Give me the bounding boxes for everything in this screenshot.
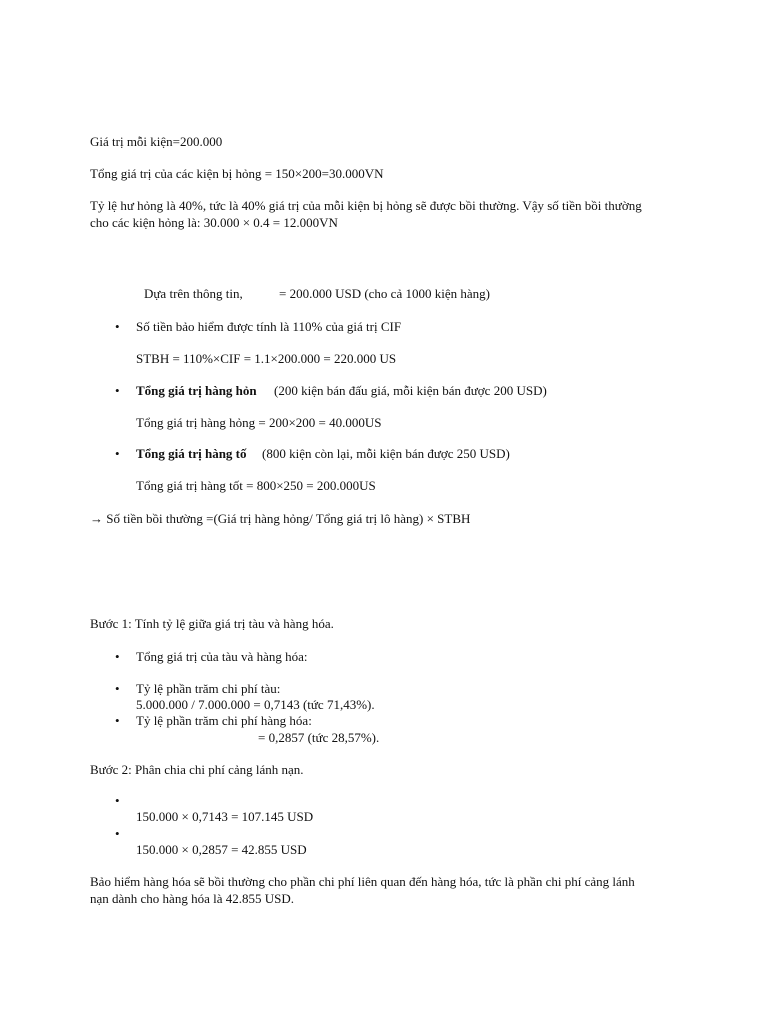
text-line: = 200.000 USD (cho cả 1000 kiện hàng) xyxy=(279,286,490,301)
text-line: 150.000 × 0,7143 = 107.145 USD xyxy=(136,809,314,824)
list-item: Tổng giá trị của tàu và hàng hóa: xyxy=(136,649,308,664)
list-item-detail: (800 kiện còn lại, mỗi kiện bán được 250 USD) xyxy=(262,446,510,461)
text-line: 150.000 × 0,2857 = 42.855 USD xyxy=(136,842,307,857)
list-item: Tỷ lệ phần trăm chi phí tàu: xyxy=(136,681,281,696)
bullet-icon: • xyxy=(115,826,120,841)
text-line: cho các kiện hỏng là: 30.000 × 0.4 = 12.000VN xyxy=(90,215,338,230)
bold-heading: Tổng giá trị hàng tố xyxy=(136,446,247,461)
list-item xyxy=(136,383,257,399)
text-line: Tỷ lệ hư hỏng là 40%, tức là 40% giá trị của mỗi kiện bị hỏng sẽ được bồi thường. Vậy số tiền bồi thường xyxy=(90,198,642,213)
text-line: Bước 2: Phân chia chi phí cảng lánh nạn. xyxy=(90,762,304,777)
text-line: Tổng giá trị của các kiện bị hỏng = 150×200=30.000VN xyxy=(90,166,384,181)
text-line: Bảo hiểm hàng hóa sẽ bồi thường cho phần chi phí liên quan đến hàng hóa, tức là phần chi phí cảng lánh xyxy=(90,874,635,889)
bullet-icon: • xyxy=(115,649,120,664)
text-line: Dựa trên thông tin, xyxy=(144,286,243,301)
text-line: Tổng giá trị hàng hỏng = 200×200 = 40.000US xyxy=(136,415,382,430)
list-item: Số tiền bảo hiểm được tính là 110% của giá trị CIF xyxy=(136,319,402,334)
bullet-icon: • xyxy=(115,383,120,398)
bullet-icon: • xyxy=(115,319,120,334)
bullet-icon: • xyxy=(115,681,120,696)
bullet-icon: • xyxy=(115,446,120,461)
text-line: Bước 1: Tính tỷ lệ giữa giá trị tàu và hàng hóa. xyxy=(90,616,334,631)
text-line: nạn dành cho hàng hóa là 42.855 USD. xyxy=(90,891,294,906)
list-item xyxy=(136,446,247,462)
text-line: Giá trị mỗi kiện=200.000 xyxy=(90,134,223,149)
bold-heading: Tổng giá trị hàng hỏn xyxy=(136,383,257,398)
bullet-icon: • xyxy=(115,793,120,808)
text-line: Tổng giá trị hàng tốt = 800×250 = 200.000US xyxy=(136,478,376,493)
text-line: = 0,2857 (tức 28,57%). xyxy=(258,730,380,745)
text-line: STBH = 110%×CIF = 1.1×200.000 = 220.000 US xyxy=(136,351,397,366)
list-item: Tỷ lệ phần trăm chi phí hàng hóa: xyxy=(136,713,312,728)
text-line: → Số tiền bồi thường =(Giá trị hàng hỏng/ Tổng giá trị lô hàng) × STBH xyxy=(90,511,471,526)
text-line: 5.000.000 / 7.000.000 = 0,7143 (tức 71,43%). xyxy=(136,697,375,712)
bullet-icon: • xyxy=(115,713,120,728)
list-item-detail: (200 kiện bán đấu giá, mỗi kiện bán được 200 USD) xyxy=(274,383,547,398)
